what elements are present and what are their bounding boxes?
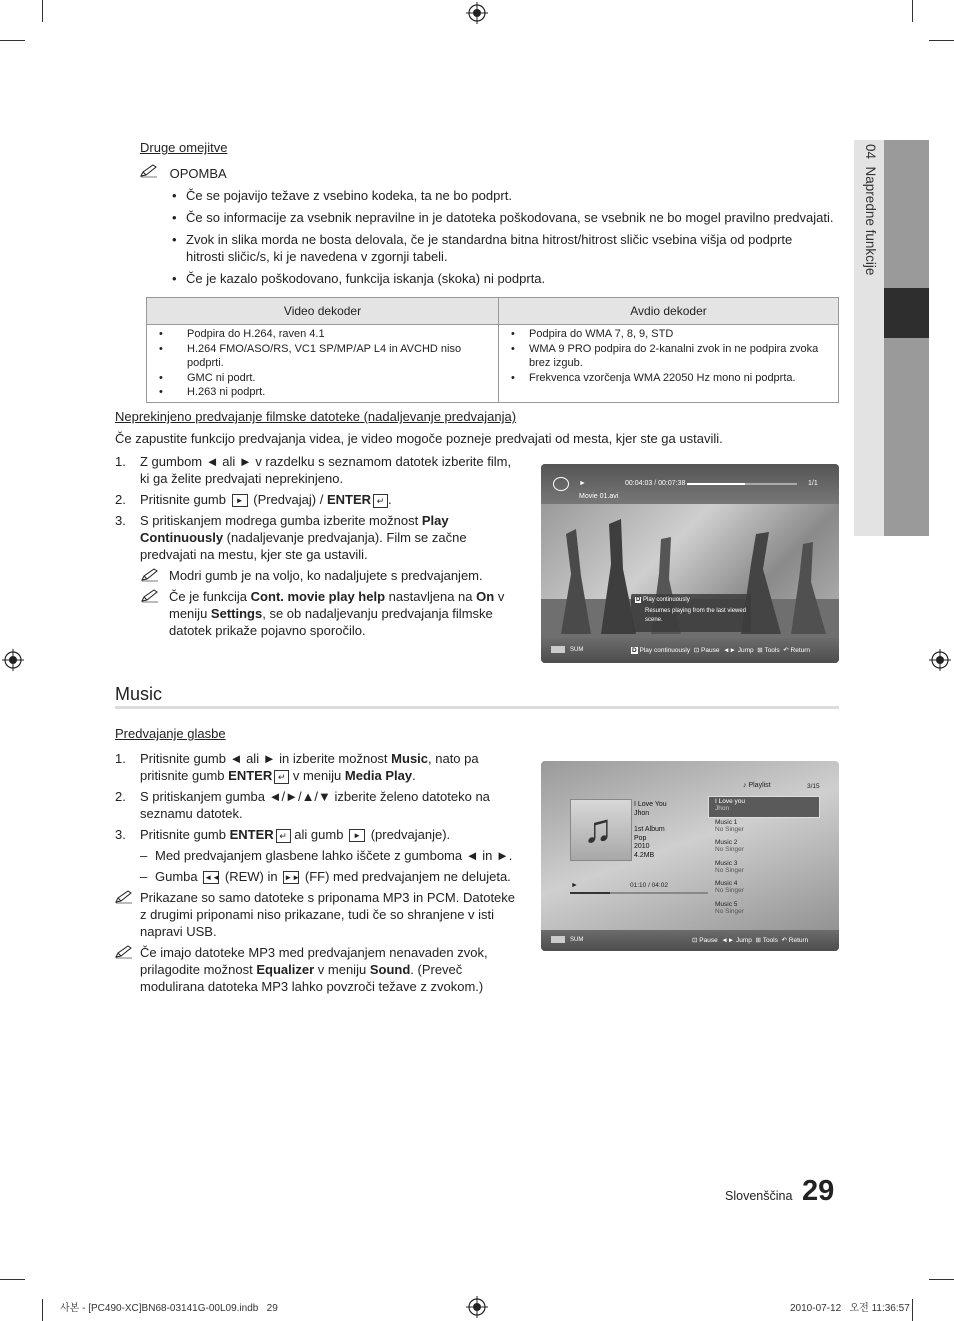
section-intro: Če zapustite funkcijo predvajanja videa, je video mogoče pozneje predvajati od mesta, kjer ste ga ustavili. <box>115 431 723 446</box>
jump-icon: ◄► <box>721 937 735 944</box>
device-label: SUM <box>570 647 584 653</box>
video-page-indicator: 1/1 <box>808 480 818 487</box>
video-decoder-list <box>157 327 490 400</box>
registration-mark-icon <box>466 1296 488 1318</box>
song-year: 2010 <box>634 843 650 850</box>
list-item[interactable]: Music 2 No Singer <box>715 839 744 853</box>
video-control-bar <box>541 638 839 663</box>
pencil-note-icon <box>141 589 159 603</box>
music-player-screenshot <box>541 761 839 951</box>
list-item: • Če so informacije za vsebnik nepravilne in je datoteka poškodovana, se vsebnik ne bo mogel pravilno predvajati. <box>172 209 844 226</box>
title-rule <box>115 706 839 709</box>
list-item: • Zvok in slika morda ne bosta delovala, če je standardna bitna hitrost/hitrost sličic vsebina višja od podprte hitrosti sličic/s, ki je navedena v zgornji tabeli. <box>172 231 844 265</box>
return-icon: ↶ <box>781 937 787 944</box>
table-cell: • Podpira do WMA 7, 8, 9, STD <box>511 327 830 342</box>
song-album: 1st Album <box>634 826 665 833</box>
pencil-note-icon <box>141 568 159 582</box>
device-label: SUM <box>570 937 584 943</box>
note-label: OPOMBA <box>169 166 227 181</box>
control-pause: Pause <box>699 937 718 944</box>
play-button-icon: ► <box>232 494 248 507</box>
table-cell: • GMC ni podrt. <box>159 371 490 386</box>
list-item[interactable]: Music 3 No Singer <box>715 859 744 874</box>
blue-d-button-icon: D <box>632 647 637 654</box>
registration-mark-icon <box>2 649 24 671</box>
table-cell: • Frekvenca vzorčenja WMA 22050 Hz mono ni podprta. <box>511 371 830 386</box>
list-item: • Če je kazalo poškodovano, funkcija iskanja (skoka) ni podprta. <box>172 270 844 287</box>
list-item: • Če se pojavijo težave z vsebino kodeka, ta ne bo podprt. <box>172 187 844 204</box>
pencil-note-icon <box>115 890 133 904</box>
music-time: 01:10 / 04:02 <box>630 882 668 889</box>
control-jump: Jump <box>736 937 752 944</box>
decoder-table <box>146 297 839 403</box>
playlist-page: 3/15 <box>807 783 820 790</box>
playlist-label: Playlist <box>748 782 771 789</box>
table-cell: • H.264 FMO/ASO/RS, VC1 SP/MP/AP L4 in AVCHD niso podprti. <box>159 342 490 371</box>
video-progress-track <box>687 483 797 485</box>
footer-file-info: 사본 - [PC490-XC]BN68-03141G-00L09.indb 29 <box>60 1303 278 1314</box>
chapter-title: Napredne funkcije <box>863 166 878 276</box>
registration-mark-icon <box>466 2 488 24</box>
music-progress-track <box>570 892 708 894</box>
play-state-icon: ► <box>571 882 578 889</box>
music-note-icon: ♫ <box>583 807 613 851</box>
playlist-icon: ♪ <box>743 782 747 789</box>
jump-icon: ◄► <box>723 647 736 654</box>
audio-decoder-list <box>509 327 830 385</box>
control-tools: Tools <box>764 647 780 654</box>
enter-icon: ↵ <box>274 770 289 784</box>
video-filename: Movie 01.avi <box>579 493 619 500</box>
footer-timestamp: 2010-07-12 오전 11:36:57 <box>790 1303 910 1314</box>
registration-mark-icon <box>929 649 951 671</box>
album-art <box>570 799 632 861</box>
resume-steps: 1. Z gumbom ◄ ali ► v razdelku s seznamom datotek izberite film, ki ga želite predvajati neprekinjeno. 2. Pritisnite gumb ► (Predvajaj) / ENTER ↵ . 3. S pritiskanjem modrega gumba izberite možnost Play Continuously (nadaljevanje predvajanja). Film se začne predvajati na mestu, kjer ste ga ustavili. Modri gumb je na voljo, ko nadaljujete s predvajanjem. Če je funkcija Cont. movie play help nastavljena na On v meniju Settings, se ob nadaljevanju predvajanja filmske datotek prikaže pojavno sporočilo. <box>115 454 512 638</box>
pause-icon: ⊡ <box>693 647 700 654</box>
song-title: I Love You <box>634 801 667 808</box>
control-return: Return <box>790 647 811 654</box>
section-heading: Predvajanje glasbe <box>115 726 226 741</box>
step-text: Z gumbom ◄ ali ► v razdelku s seznamom datotek izberite film, ki ga želite predvajati neprekinjeno. <box>140 454 512 486</box>
fast-forward-button-icon: ►► <box>284 873 301 883</box>
section-heading: Neprekinjeno predvajanje filmske datoteke (nadaljevanje predvajanja) <box>115 409 517 424</box>
control-return: Return <box>788 937 809 944</box>
table-cell: • H.263 ni podprt. <box>159 385 490 400</box>
enter-icon: ↵ <box>373 494 388 508</box>
song-artist: Jhon <box>634 809 650 817</box>
video-icon <box>553 477 569 491</box>
chapter-number: 04 <box>863 144 878 160</box>
pencil-note-icon <box>115 945 133 959</box>
list-item[interactable]: I Love you Jhon <box>715 798 745 812</box>
continue-popup: D Play continuously Resumes playing from the last viewed scene. <box>631 594 751 632</box>
return-icon: ↶ <box>783 647 789 654</box>
tools-icon: ⊞ <box>757 647 763 654</box>
list-item[interactable]: Music 1 No Singer <box>715 818 744 833</box>
pause-icon: ⊡ <box>692 937 698 944</box>
music-control-bar <box>541 930 839 951</box>
video-time: 00:04:03 / 00:07:38 <box>625 480 686 487</box>
table-cell: • Podpira do H.264, raven 4.1 <box>159 327 490 342</box>
rewind-button-icon: ◄◄ <box>204 873 221 883</box>
control-play-continuously: Play continuously <box>639 647 691 654</box>
chapter-sidebar <box>854 140 929 536</box>
page-number: 29 <box>802 1175 835 1207</box>
play-state-icon: ► <box>579 480 586 487</box>
song-genre: Pop <box>634 834 647 842</box>
note-row <box>140 164 227 182</box>
list-item[interactable]: Music 4 No Singer <box>715 880 744 894</box>
enter-icon: ↵ <box>276 829 291 843</box>
play-button-icon: ► <box>349 829 365 842</box>
tools-icon: ⊞ <box>755 937 761 944</box>
pencil-note-icon <box>140 164 158 178</box>
footer-language: Slovenščina <box>725 1189 793 1203</box>
table-cell: • WMA 9 PRO podpira do 2-kanalni zvok in ne podpira zvoka brez izgub. <box>511 342 830 371</box>
video-player-screenshot <box>541 464 839 663</box>
music-steps: 1. Pritisnite gumb ◄ ali ► in izberite možnost Music, nato pa pritisnite gumb ENTER ↵ v meniju Media Play. 2. S pritiskanjem gumba ◄/►/▲/▼ izberite želeno datoteko na seznamu datotek. 3. Pritisnite gumb ENTER ↵ ali gumb ► (predvajanje). – Med predvajanjem glasbene lahko iščete z gumboma ◄ in ►. – Gumba ◄◄ (REW) in ►► (FF) med predvajanjem ne delujeta. Prikazane so samo datoteke s priponama MP3 in PCM. Datoteke z drugimi priponami niso prikazane, tudi če so shranjene v isti napravi USB. Če imajo datoteke MP3 med predvajanjem nenavaden zvok, prilagodite možnost Equalizer v meniju Sound. (Prevеč modulirana datoteka MP3 lahko povzroči težave z zvokom.) <box>115 751 516 994</box>
list-item[interactable]: Music 5 No Singer <box>715 900 744 915</box>
control-pause: Pause <box>701 647 720 654</box>
table-header-video: Video dekoder <box>147 298 499 325</box>
control-jump: Jump <box>737 647 754 654</box>
section-heading: Druge omejitve <box>140 140 228 155</box>
table-header-audio: Avdio dekoder <box>499 298 839 325</box>
control-tools: Tools <box>762 937 778 944</box>
playlist <box>715 798 745 921</box>
song-size: 4.2MB <box>634 851 655 859</box>
restrictions-list <box>172 187 844 287</box>
music-title: Music <box>115 684 163 704</box>
